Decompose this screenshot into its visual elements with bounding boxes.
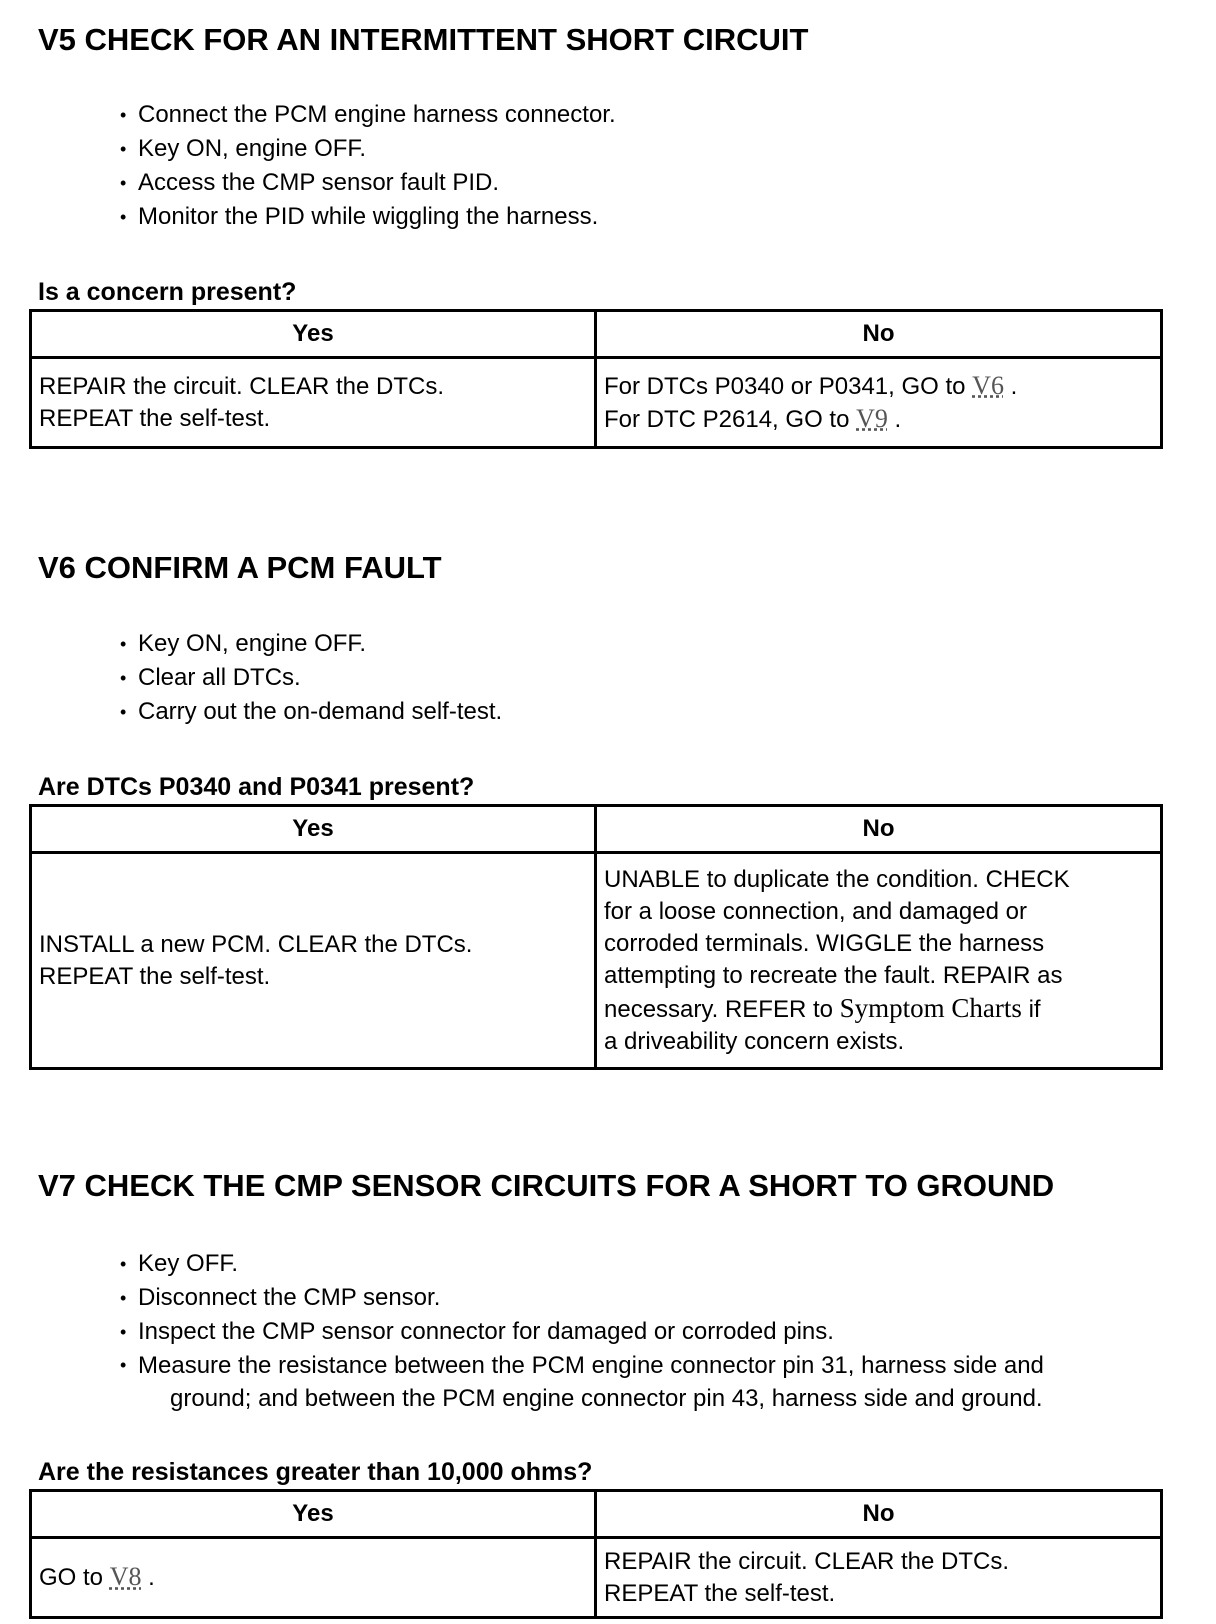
v5-steps-list [120,98,616,234]
v6-step-3: • Carry out the on-demand self-test. [120,695,502,729]
v6-no-line-5: necessary. REFER to Symptom Charts if [604,992,1041,1023]
bullet-icon: • [120,1254,127,1274]
v6-no-line-3: corroded terminals. WIGGLE the harness [604,929,1045,957]
link-v8[interactable]: V8 [109,1562,142,1591]
v7-yes-header: Yes [31,1491,596,1538]
bullet-icon: • [120,105,127,125]
v6-decision-table [29,804,1163,1070]
v7-yes-cell [31,1538,596,1618]
v6-no-line-1: UNABLE to duplicate the condition. CHECK [604,865,1070,893]
bullet-icon: • [120,207,127,227]
v6-steps-list [120,627,502,729]
bullet-icon: • [120,173,127,193]
link-v6[interactable]: V6 [972,370,1004,400]
v5-yes-cell [31,358,596,448]
v5-yes-line-2: REPEAT the self-test. [39,404,271,432]
v7-yes-line: GO to V8 . [39,1562,155,1591]
v6-title: V6 CONFIRM A PCM FAULT [38,550,442,585]
v6-yes-header: Yes [31,806,596,853]
v5-yes-header: Yes [31,311,596,358]
v6-no-cell [596,853,1162,1069]
v7-no-line-1: REPAIR the circuit. CLEAR the DTCs. [604,1547,1009,1575]
v7-steps-list [120,1247,1216,1415]
v6-yes-cell [31,853,596,1069]
v6-no-header: No [596,806,1162,853]
v6-yes-line-1: INSTALL a new PCM. CLEAR the DTCs. [39,930,473,958]
v6-no-line-2: for a loose connection, and damaged or [604,897,1027,925]
link-v9[interactable]: V9 [856,403,888,433]
bullet-icon: • [120,1288,127,1308]
v5-question: Is a concern present? [38,278,297,306]
v5-title: V5 CHECK FOR AN INTERMITTENT SHORT CIRCUIT [38,22,809,57]
link-symptom-charts[interactable]: Symptom Charts [839,992,1022,1023]
bullet-icon: • [120,634,127,654]
v6-step-2: • Clear all DTCs. [120,661,502,695]
v5-no-cell [596,358,1162,448]
v5-step-1: • Connect the PCM engine harness connector. [120,98,616,132]
v5-no-line-1: For DTCs P0340 or P0341, GO to V6 . [604,370,1018,400]
v7-no-line-2: REPEAT the self-test. [604,1579,836,1607]
v6-yes-line-2: REPEAT the self-test. [39,962,271,990]
v5-step-2: • Key ON, engine OFF. [120,132,616,166]
bullet-icon: • [120,1322,127,1342]
bullet-icon: • [120,668,127,688]
v6-no-line-6: a driveability concern exists. [604,1027,905,1055]
v7-no-cell [596,1538,1162,1618]
v7-title: V7 CHECK THE CMP SENSOR CIRCUITS FOR A SHORT TO GROUND [38,1168,1055,1203]
v7-step-2: • Disconnect the CMP sensor. [120,1281,1216,1315]
v7-step-4: • Measure the resistance between the PCM engine connector pin 31, harness side and ground; and between the PCM engine connector pin 43, harness side and ground. [120,1349,1216,1415]
bullet-icon: • [120,139,127,159]
v7-step-3: • Inspect the CMP sensor connector for damaged or corroded pins. [120,1315,1216,1349]
v6-question: Are DTCs P0340 and P0341 present? [38,773,475,801]
v6-no-line-4: attempting to recreate the fault. REPAIR as [604,961,1063,989]
v5-step-3: • Access the CMP sensor fault PID. [120,166,616,200]
v5-no-header: No [596,311,1162,358]
v6-step-1: • Key ON, engine OFF. [120,627,502,661]
v5-decision-table [29,309,1163,449]
bullet-icon: • [120,702,127,722]
bullet-icon: • [120,1355,127,1375]
v5-step-4: • Monitor the PID while wiggling the harness. [120,200,616,234]
v7-question: Are the resistances greater than 10,000 ohms? [38,1458,593,1486]
v5-yes-line-1: REPAIR the circuit. CLEAR the DTCs. [39,372,444,400]
v7-decision-table [29,1489,1163,1619]
v7-step-1: • Key OFF. [120,1247,1216,1281]
v7-no-header: No [596,1491,1162,1538]
v5-no-line-2: For DTC P2614, GO to V9 . [604,403,902,433]
